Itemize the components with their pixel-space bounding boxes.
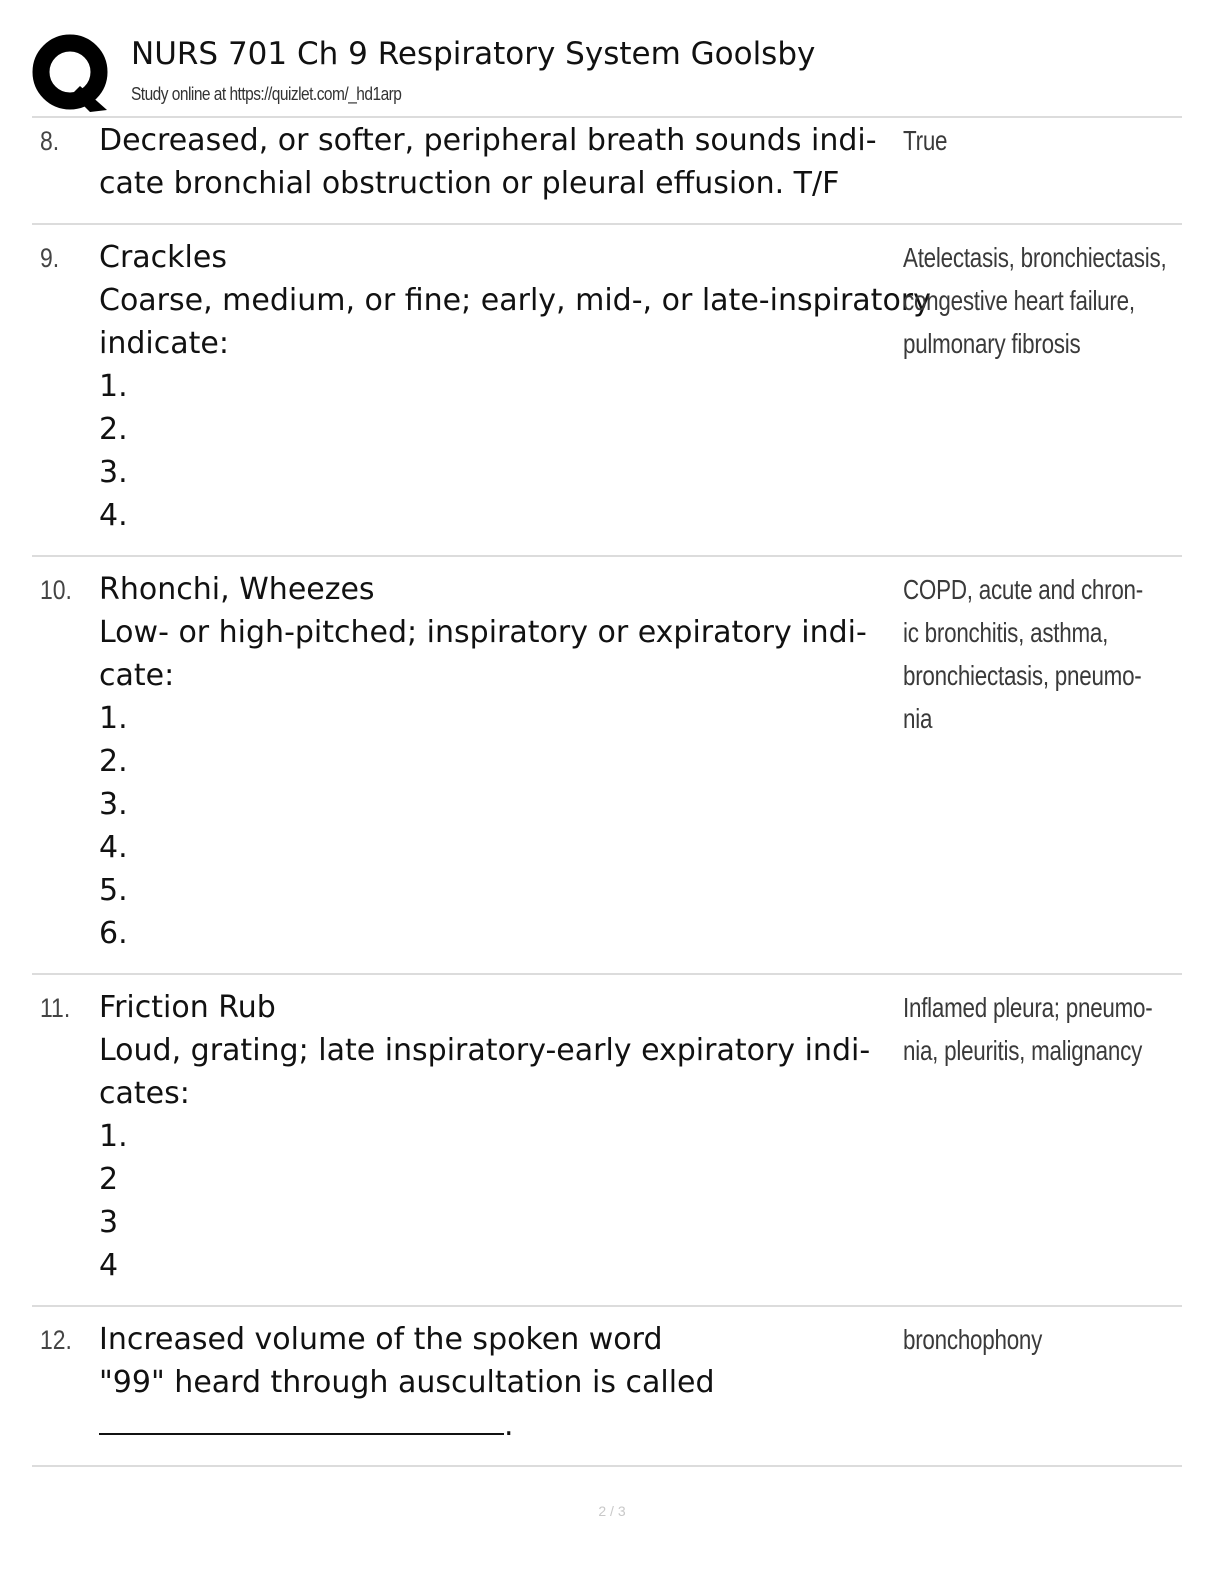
question-line: Loud, grating; late inspiratory-early expiratory indi-: [99, 1033, 871, 1068]
set-title: NURS 701 Ch 9 Respiratory System Goolsby: [131, 36, 816, 72]
fill-in-blank-line: [99, 1404, 899, 1447]
card-answer: [903, 1318, 1203, 1361]
question-line: 2: [99, 1162, 119, 1197]
answer-line: Atelectasis, bronchiectasis,: [903, 242, 1167, 273]
answer-line: bronchiectasis, pneumo-: [903, 660, 1142, 691]
card-divider: [32, 223, 1182, 225]
blank-suffix: .: [504, 1408, 514, 1443]
card-divider: [32, 1305, 1182, 1307]
answer-line: Inflamed pleura; pneumo-: [903, 992, 1153, 1023]
card-number: 12.: [40, 1325, 72, 1355]
card-question: [99, 236, 931, 537]
question-line: 2.: [99, 744, 128, 779]
question-line: indicate:: [99, 326, 229, 361]
answer-line: pulmonary fibrosis: [903, 328, 1081, 359]
answer-line: True: [903, 125, 948, 156]
question-line: 3: [99, 1205, 119, 1240]
question-line: Coarse, medium, or fine; early, mid-, or late-inspiratory: [99, 283, 931, 318]
question-line: 4.: [99, 830, 128, 865]
question-line: 6.: [99, 916, 128, 951]
quizlet-logo-icon: [32, 32, 112, 112]
question-line: cate bronchial obstruction or pleural effusion. T/F: [99, 166, 840, 201]
question-line: Rhonchi, Wheezes: [99, 572, 375, 607]
card-divider: [32, 973, 1182, 975]
card-divider: [32, 1465, 1182, 1467]
card-number: 8.: [40, 126, 60, 156]
answer-line: COPD, acute and chron-: [903, 574, 1143, 605]
study-online-link-text: Study online at https://quizlet.com/_hd1arp: [131, 84, 402, 104]
card-question: [99, 119, 899, 205]
answer-line: nia, pleuritis, malignancy: [903, 1035, 1143, 1066]
answer-line: congestive heart failure,: [903, 285, 1135, 316]
answer-line: bronchophony: [903, 1324, 1043, 1355]
card-number: 10.: [40, 575, 72, 605]
card-question: [99, 986, 899, 1287]
question-line: 3.: [99, 455, 128, 490]
card-answer: [903, 119, 1203, 162]
card-answer: [903, 986, 1203, 1072]
card-divider: [32, 555, 1182, 557]
card-answer: [903, 568, 1203, 740]
question-line: cate:: [99, 658, 175, 693]
question-line: 3.: [99, 787, 128, 822]
question-line: Increased volume of the spoken word: [99, 1322, 663, 1357]
answer-line: nia: [903, 703, 933, 734]
card-answer: [903, 236, 1203, 365]
question-line: 1.: [99, 701, 128, 736]
page-number: 2 / 3: [598, 1503, 626, 1519]
card-number: 11.: [40, 993, 71, 1023]
question-line: cates:: [99, 1076, 190, 1111]
header-divider: [32, 116, 1182, 118]
question-line: 2.: [99, 412, 128, 447]
question-line: 1.: [99, 1119, 128, 1154]
answer-line: ic bronchitis, asthma,: [903, 617, 1109, 648]
question-line: 4.: [99, 498, 128, 533]
question-line: Decreased, or softer, peripheral breath sounds indi-: [99, 123, 877, 158]
question-line: Crackles: [99, 240, 227, 275]
card-number: 9.: [40, 243, 60, 273]
card-question: [99, 568, 899, 955]
question-line: Low- or high-pitched; inspiratory or expiratory indi-: [99, 615, 867, 650]
answer-blank: [99, 1413, 504, 1435]
question-line: 4: [99, 1248, 119, 1283]
question-line: Friction Rub: [99, 990, 276, 1025]
question-line: "99" heard through auscultation is called: [99, 1365, 715, 1400]
question-line: 1.: [99, 369, 128, 404]
card-question: [99, 1318, 899, 1447]
question-line: 5.: [99, 873, 128, 908]
